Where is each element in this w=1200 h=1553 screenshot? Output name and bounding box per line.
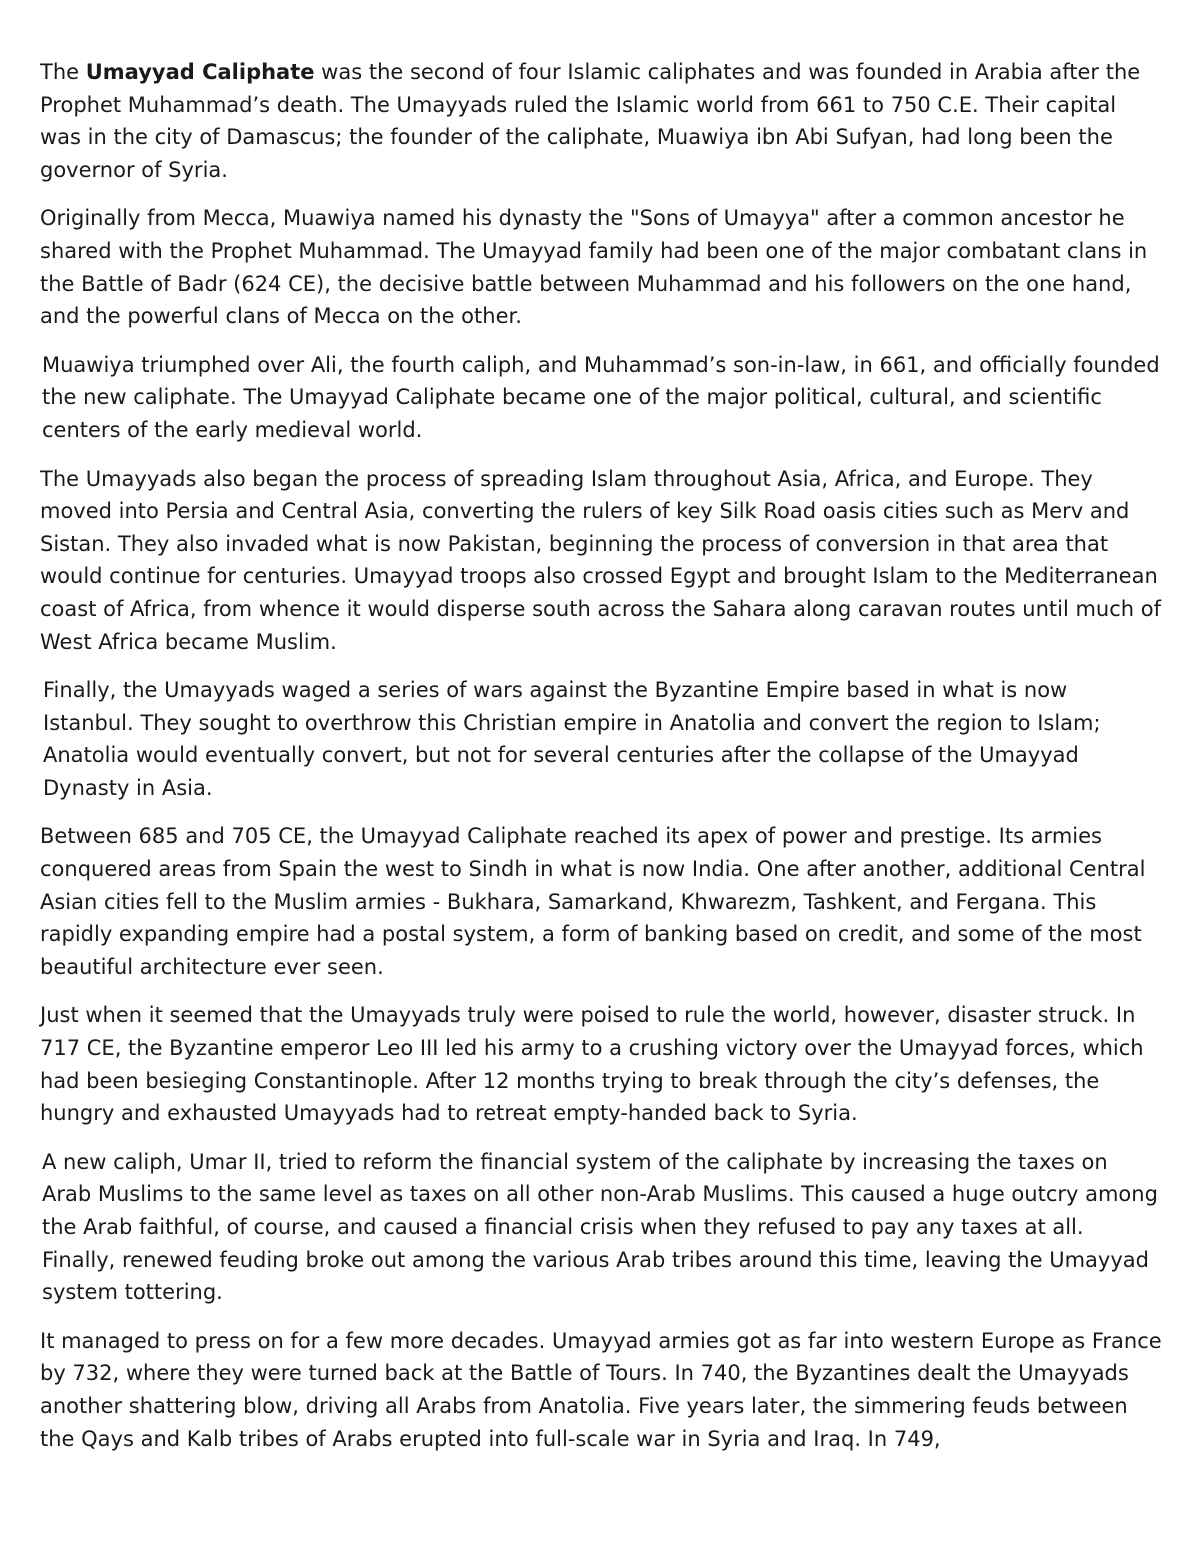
paragraph-1-rest: was the second of four Islamic caliphates and was founded in Arabia after the Prophet Muhammad’s death. The Umayyads ruled the Islamic world from 661 to 750 C.E. Their capital was in the city of Damascus; the founder of the caliphate, Muawiya ibn Abi Sufyan, had long been the governor of Syria. <box>40 60 1141 182</box>
document-body <box>40 56 1162 1471</box>
paragraph-2: Originally from Mecca, Muawiya named his dynasty the "Sons of Umayya" after a common ancestor he shared with the Prophet Muhammad. The Umayyad family had been one of the major combatant clans in the Battle of Badr (624 CE), the decisive battle between Muhammad and his followers on the one hand, and the powerful clans of Mecca on the other. <box>40 206 1148 329</box>
paragraph-4: The Umayyads also began the process of spreading Islam throughout Asia, Africa, and Europe. They moved into Persia and Central Asia, converting the rulers of key Silk Road oasis cities such as Merv and Sistan. They also invaded what is now Pakistan, beginning the process of conversion in that area that would continue for centuries. Umayyad troops also crossed Egypt and brought Islam to the Mediterranean coast of Africa, from whence it would disperse south across the Sahara along caravan routes until much of West Africa became Muslim. <box>40 466 1162 654</box>
paragraph-9: It managed to press on for a few more decades. Umayyad armies got as far into western Europe as France by 732, where they were turned back at the Battle of Tours. In 740, the Byzantines dealt the Umayyads another shattering blow, driving all Arabs from Anatolia. Five years later, the simmering feuds between the Qays and Kalb tribes of Arabs erupted into full-scale war in Syria and Iraq. In 749, <box>40 1328 1162 1451</box>
caliphate-title-bold: Umayyad Caliphate <box>85 60 315 84</box>
paragraph-1 <box>40 56 1162 186</box>
paragraph-1-lead: The <box>40 60 86 84</box>
paragraph-3: Muawiya triumphed over Ali, the fourth caliph, and Muhammad’s son-in-law, in 661, and officially founded the new caliphate. The Umayyad Caliphate became one of the major political, cultural, and scientific centers of the early medieval world. <box>42 352 1160 442</box>
paragraph-5: Finally, the Umayyads waged a series of wars against the Byzantine Empire based in what is now Istanbul. They sought to overthrow this Christian empire in Anatolia and convert the region to Islam; Anatolia would eventually convert, but not for several centuries after the collapse of the Umayyad Dynasty in Asia. <box>43 678 1101 800</box>
paragraph-6: Between 685 and 705 CE, the Umayyad Caliphate reached its apex of power and prestige. Its armies conquered areas from Spain the west to Sindh in what is now India. One after another, additional Central Asian cities fell to the Muslim armies - Bukhara, Samarkand, Khwarezm, Tashkent, and Fergana. This rapidly expanding empire had a postal system, a form of banking based on credit, and some of the most beautiful architecture ever seen. <box>40 824 1146 979</box>
paragraph-7: Just when it seemed that the Umayyads truly were poised to rule the world, however, disaster struck. In 717 CE, the Byzantine emperor Leo III led his army to a crushing victory over the Umayyad forces, which had been besieging Constantinople. After 12 months trying to break through the city’s defenses, the hungry and exhausted Umayyads had to retreat empty-handed back to Syria. <box>40 1003 1144 1126</box>
paragraph-8: A new caliph, Umar II, tried to reform the financial system of the caliphate by increasing the taxes on Arab Muslims to the same level as taxes on all other non-Arab Muslims. This caused a huge outcry among the Arab faithful, of course, and caused a financial crisis when they refused to pay any taxes at all. Finally, renewed feuding broke out among the various Arab tribes around this time, leaving the Umayyad system tottering. <box>42 1149 1158 1305</box>
